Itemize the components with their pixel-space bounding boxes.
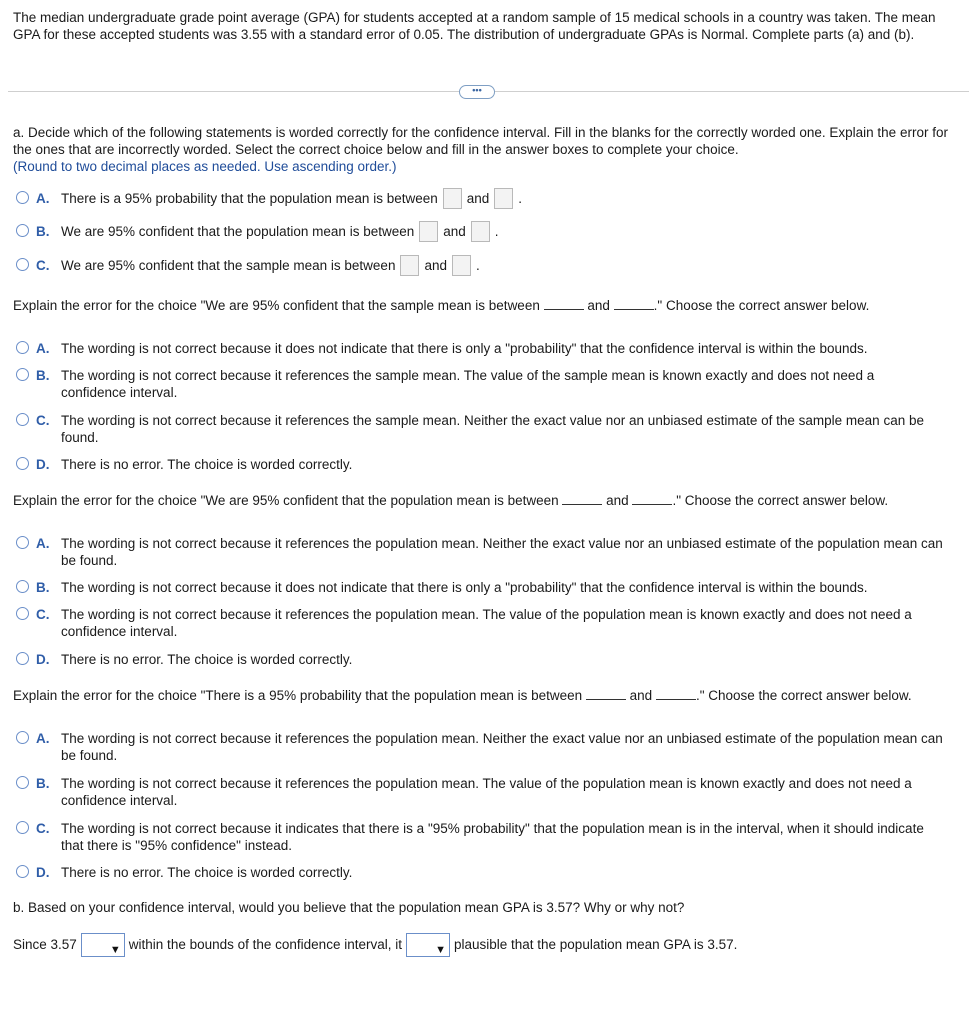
prompt-text: Explain the error for the choice "We are 95% confident that the sample mean is between: [13, 298, 540, 313]
dropdown-arrow-icon: ▼: [435, 944, 446, 957]
sample-option-d-radio[interactable]: [16, 457, 29, 470]
period: .: [494, 224, 499, 240]
popprob-option-a-text: The wording is not correct because it references the population mean. Neither the exact value nor an unbiased estimate of the population mean can be found.: [61, 731, 943, 763]
popconf-option-c-letter: C.: [36, 607, 50, 622]
popconf-option-a-radio[interactable]: [16, 536, 29, 549]
prompt-end: ." Choose the correct answer below.: [695, 688, 912, 703]
popprob-option-b-text: The wording is not correct because it references the population mean. The value of the population mean is known exactly and does not need a confidence interval.: [61, 776, 912, 808]
prompt-text: Explain the error for the choice "There is a 95% probability that the population mean is between: [13, 688, 583, 703]
and-label: and: [587, 298, 610, 313]
choice-a-upper-input[interactable]: [494, 188, 513, 209]
problem-statement: The median undergraduate grade point average (GPA) for students accepted at a random sample of 15 medical schools in a country was taken. The mean GPA for these accepted students was 3.55 with a standard error of 0.05. The distribution of undergraduate GPAs is Normal. Complete parts (a) and (b).: [13, 10, 936, 42]
part-a-question: [13, 124, 958, 175]
sample-option-b-radio[interactable]: [16, 368, 29, 381]
popconf-option-d-text: There is no error. The choice is worded correctly.: [61, 652, 353, 667]
sample-option-d-letter: D.: [36, 457, 50, 472]
popprob-option-a-radio[interactable]: [16, 731, 29, 744]
popprob-option-b-radio[interactable]: [16, 776, 29, 789]
and-label: and: [629, 688, 653, 703]
choice-a-lower-input[interactable]: [443, 188, 462, 209]
sample-option-c-letter: C.: [36, 413, 50, 428]
and-label: and: [443, 224, 466, 240]
popprob-option-d-letter: D.: [36, 865, 50, 880]
part-b-question: b. Based on your confidence interval, would you believe that the population mean GPA is 3.57? Why or why not?: [13, 900, 685, 915]
sample-option-a-text: The wording is not correct because it does not indicate that there is only a "probability" that the confidence interval is within the bounds.: [61, 341, 868, 356]
popprob-option-c-radio[interactable]: [16, 821, 29, 834]
explain-pop-conf-prompt: [13, 492, 888, 508]
popconf-option-d-letter: D.: [36, 652, 50, 667]
popprob-option-a-letter: A.: [36, 731, 50, 746]
popprob-option-d-text: There is no error. The choice is worded correctly.: [61, 865, 353, 880]
sample-option-a-letter: A.: [36, 341, 50, 356]
choice-b-letter: B.: [36, 224, 50, 239]
choice-c-upper-input[interactable]: [452, 255, 471, 276]
sample-option-c-radio[interactable]: [16, 413, 29, 426]
choice-b-text: We are 95% confident that the population mean is between: [61, 224, 415, 240]
choice-c-radio[interactable]: [16, 258, 29, 271]
prompt-end: ." Choose the correct answer below.: [672, 493, 889, 508]
choice-a-text: There is a 95% probability that the population mean is between: [61, 191, 438, 207]
popprob-option-b-letter: B.: [36, 776, 50, 791]
sample-option-c-text: The wording is not correct because it references the sample mean. Neither the exact value nor an unbiased estimate of the sample mean can be found.: [61, 413, 924, 445]
popconf-option-a-letter: A.: [36, 536, 50, 551]
blank-upper: [614, 297, 654, 310]
expand-more-button[interactable]: •••: [459, 85, 495, 99]
choice-a: [61, 189, 522, 210]
within-bounds-dropdown[interactable]: [81, 933, 125, 957]
dropdown-arrow-icon: ▼: [109, 944, 121, 957]
choice-c: [61, 256, 480, 277]
and-label: and: [466, 191, 490, 207]
and-label: and: [424, 258, 447, 274]
blank-lower: [544, 297, 584, 310]
choice-b-upper-input[interactable]: [471, 221, 490, 242]
sample-option-b-text: The wording is not correct because it references the sample mean. The value of the sample mean is known exactly and does not need a confidence interval.: [61, 368, 875, 400]
blank-upper: [632, 492, 672, 505]
popconf-option-b-text: The wording is not correct because it does not indicate that there is only a "probability" that the confidence interval is within the bounds.: [61, 580, 868, 595]
popconf-option-d-radio[interactable]: [16, 652, 29, 665]
choice-b: [61, 222, 499, 243]
popconf-option-a-text: The wording is not correct because it references the population mean. Neither the exact value nor an unbiased estimate of the population mean can be found.: [61, 536, 943, 568]
end-text: plausible that the population mean GPA is 3.57.: [453, 937, 738, 952]
plausible-dropdown[interactable]: [406, 933, 450, 957]
explain-sample-prompt: [13, 297, 869, 313]
blank-lower: [562, 492, 602, 505]
popprob-option-c-letter: C.: [36, 821, 50, 836]
choice-c-lower-input[interactable]: [400, 255, 419, 276]
part-a-instructions: a. Decide which of the following statements is worded correctly for the confidence interval. Fill in the blanks for the correctly worded one. Explain the error for the ones that are incorrectly worded. Select the correct choice below and fill in the answer boxes to complete your choice.: [13, 125, 948, 157]
period: .: [518, 191, 523, 207]
choice-a-letter: A.: [36, 191, 50, 206]
sample-option-a-radio[interactable]: [16, 341, 29, 354]
prompt-text: Explain the error for the choice "We are 95% confident that the population mean is between: [13, 493, 559, 508]
popconf-option-b-letter: B.: [36, 580, 50, 595]
explain-pop-prob-prompt: [13, 687, 912, 703]
popconf-option-c-text: The wording is not correct because it references the population mean. The value of the population mean is known exactly and does not need a confidence interval.: [61, 607, 912, 639]
choice-a-radio[interactable]: [16, 191, 29, 204]
prompt-end: ." Choose the correct answer below.: [653, 298, 870, 313]
sample-option-b-letter: B.: [36, 368, 50, 383]
sample-option-d-text: There is no error. The choice is worded correctly.: [61, 457, 353, 472]
choice-b-lower-input[interactable]: [419, 221, 438, 242]
blank-upper: [656, 687, 696, 700]
blank-lower: [586, 687, 626, 700]
popconf-option-c-radio[interactable]: [16, 607, 29, 620]
middle-text: within the bounds of the confidence interval, it: [128, 937, 402, 952]
part-b-answer: [13, 933, 737, 957]
popconf-option-b-radio[interactable]: [16, 580, 29, 593]
popprob-option-c-text: The wording is not correct because it indicates that there is a "95% probability" that the population mean is in the interval, when it should indicate that there is "95% confidence" instead.: [61, 821, 924, 853]
choice-c-text: We are 95% confident that the sample mean is between: [61, 258, 396, 274]
rounding-hint: (Round to two decimal places as needed. Use ascending order.): [13, 159, 397, 174]
choice-b-radio[interactable]: [16, 224, 29, 237]
choice-c-letter: C.: [36, 258, 50, 273]
since-text: Since 3.57: [13, 937, 77, 952]
popprob-option-d-radio[interactable]: [16, 865, 29, 878]
period: .: [475, 258, 480, 274]
and-label: and: [606, 493, 629, 508]
